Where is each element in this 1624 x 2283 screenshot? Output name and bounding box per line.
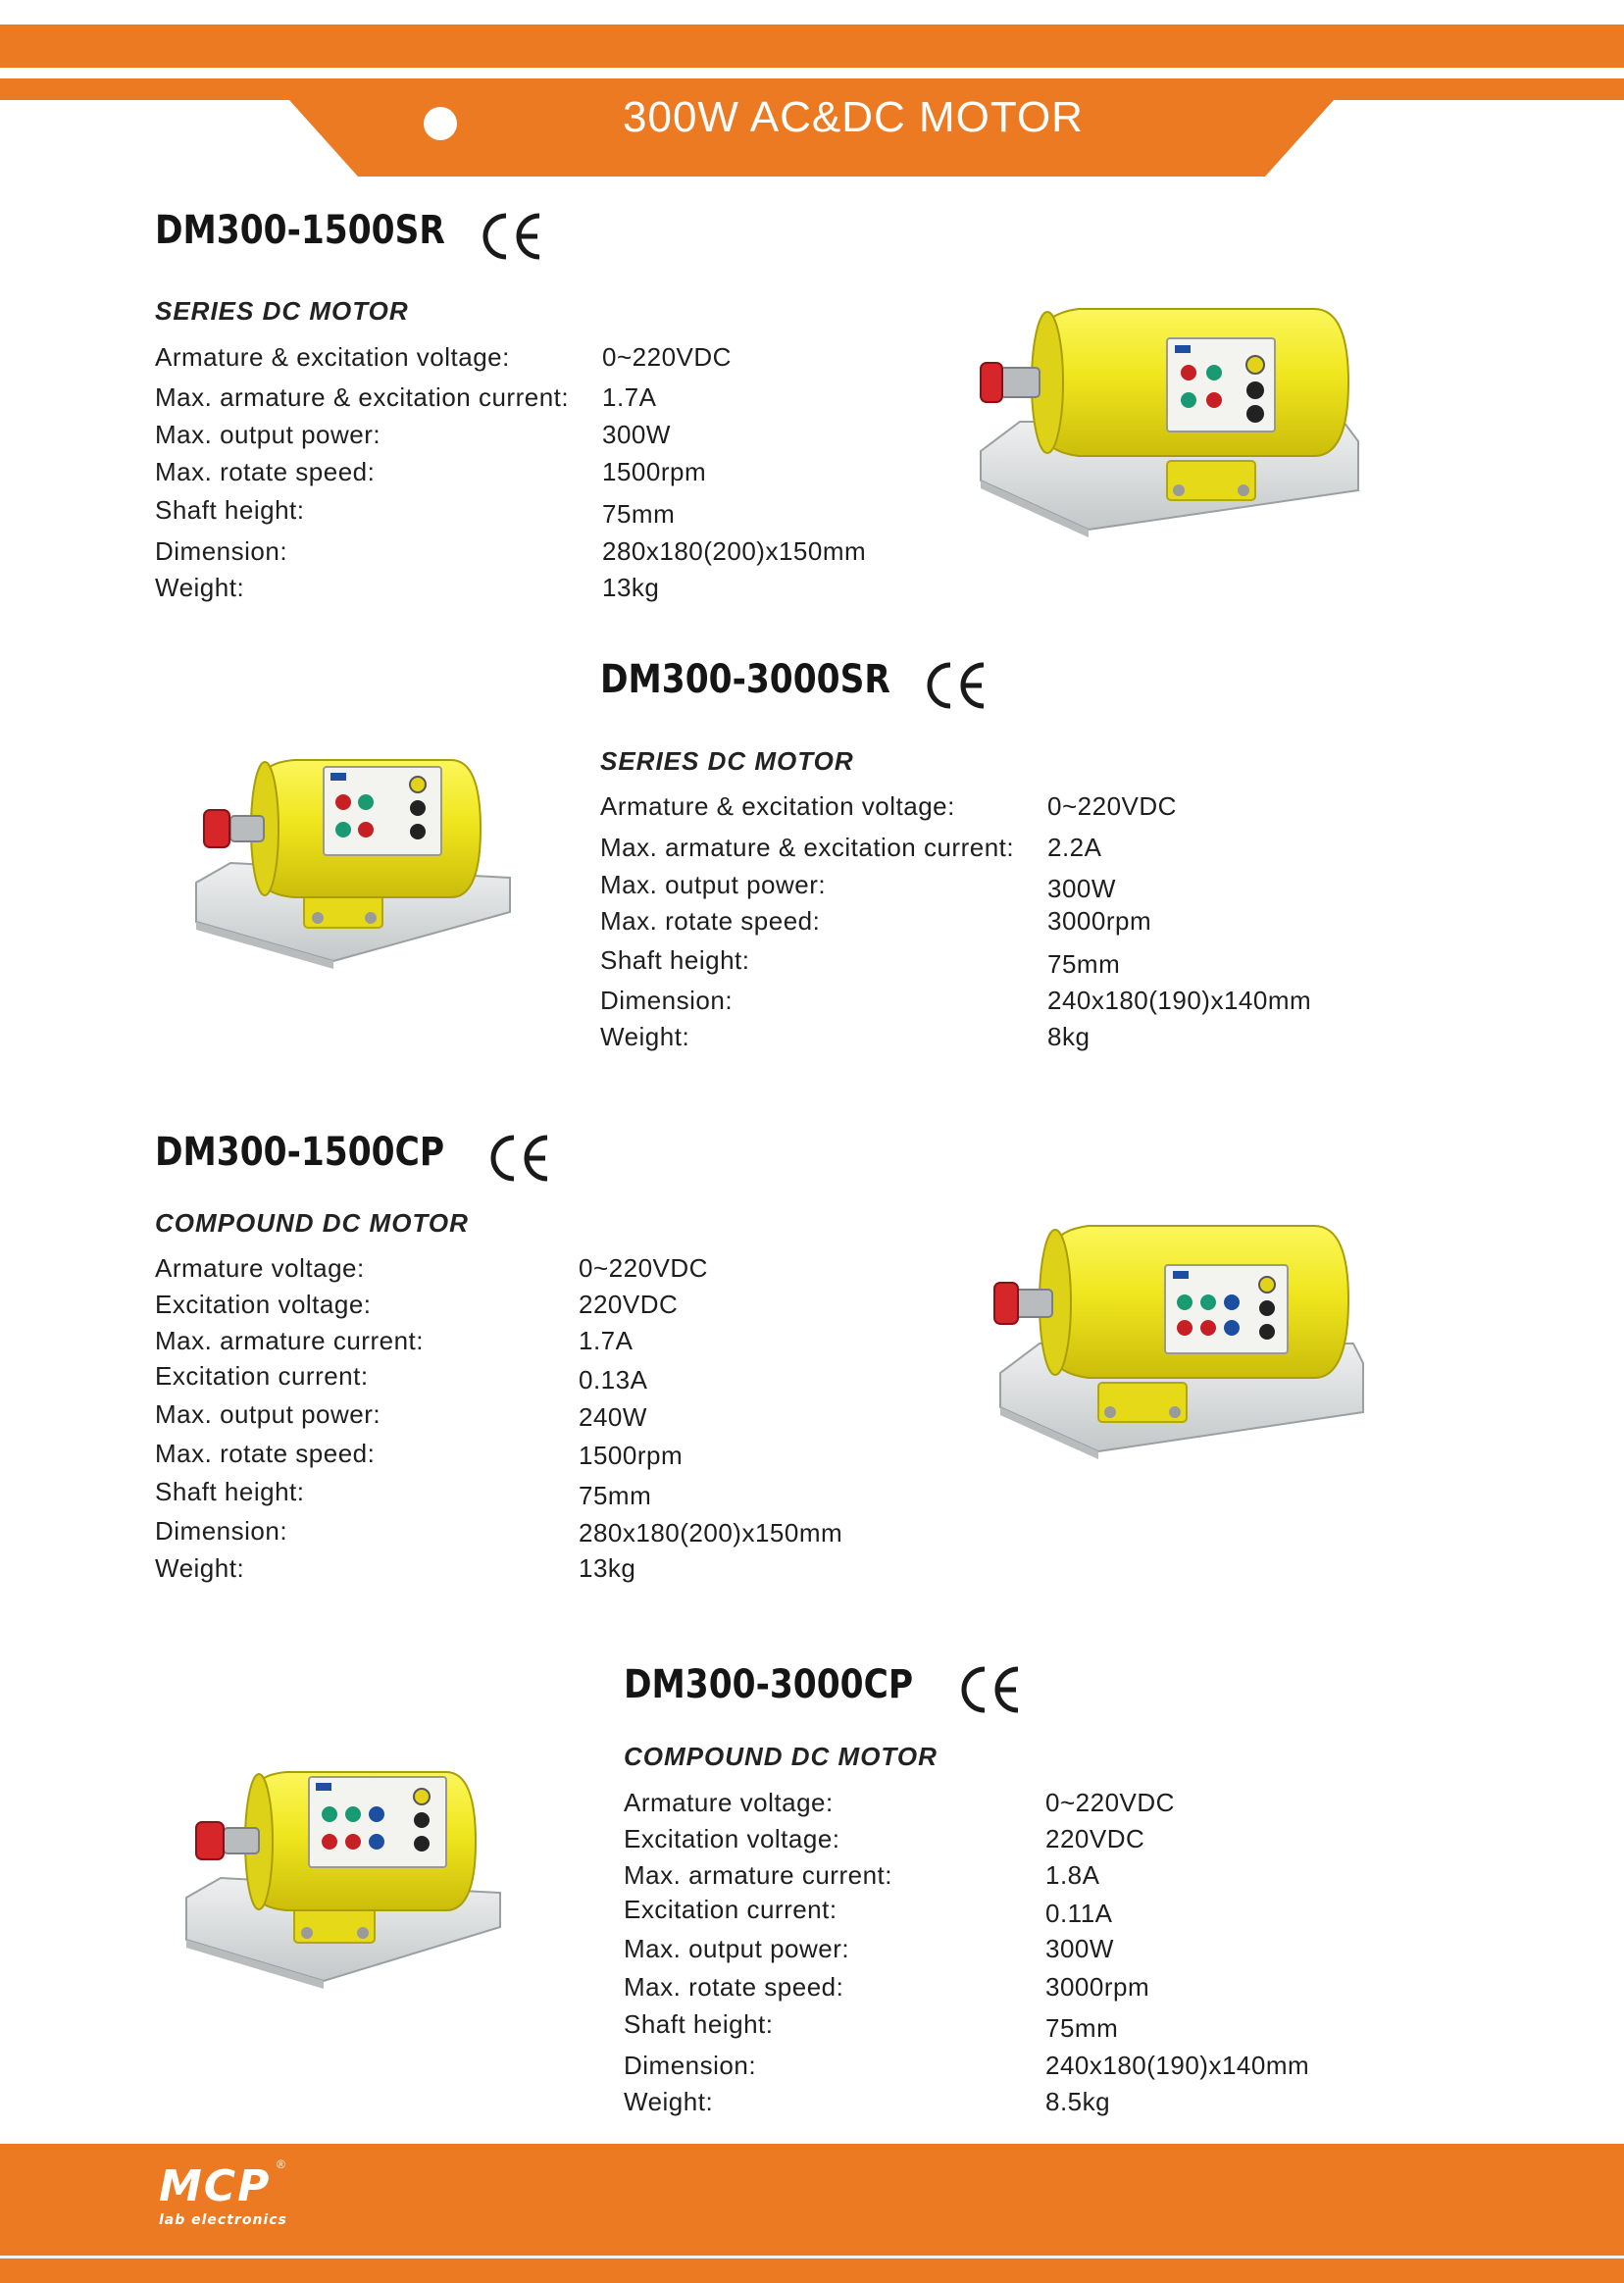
product-3-photo: [981, 1206, 1373, 1461]
product-1-model: DM300-1500SR: [155, 208, 445, 253]
spec-label: Max. armature & excitation current:: [600, 833, 1015, 862]
product-3-model: DM300-1500CP: [155, 1130, 445, 1175]
spec-value: 300W: [602, 420, 671, 449]
spec-label: Max. rotate speed:: [155, 457, 376, 486]
spec-label: Dimension:: [624, 2051, 757, 2080]
spec-label: Weight:: [624, 2087, 714, 2116]
spec-value: 220VDC: [1045, 1824, 1145, 1853]
brand-tagline: lab electronics: [159, 2212, 287, 2228]
spec-value: 240x180(190)x140mm: [1045, 2051, 1310, 2080]
product-4-type: COMPOUND DC MOTOR: [624, 1742, 938, 1771]
spec-label: Max. armature current:: [624, 1860, 892, 1890]
spec-label: Max. output power:: [600, 870, 827, 899]
spec-value: 13kg: [579, 1553, 636, 1583]
spec-label: Weight:: [155, 573, 245, 602]
header-top-bar: [0, 25, 1624, 68]
product-4-photo: [177, 1755, 510, 1991]
spec-label: Shaft height:: [155, 1477, 305, 1506]
spec-value: 3000rpm: [1047, 906, 1152, 936]
spec-value: 75mm: [1045, 2013, 1119, 2043]
spec-label: Max. rotate speed:: [600, 906, 821, 936]
spec-value: 0~220VDC: [1045, 1788, 1175, 1817]
spec-label: Shaft height:: [155, 495, 305, 525]
spec-label: Dimension:: [155, 1516, 288, 1546]
spec-value: 0.13A: [579, 1365, 648, 1395]
product-1-type: SERIES DC MOTOR: [155, 296, 409, 326]
spec-value: 0~220VDC: [602, 342, 732, 372]
footer-divider: [0, 2256, 1624, 2258]
spec-value: 280x180(200)x150mm: [579, 1518, 843, 1547]
product-1-photo: [971, 284, 1373, 539]
spec-value: 3000rpm: [1045, 1972, 1150, 2002]
spec-value: 300W: [1045, 1934, 1114, 1963]
product-4-model: DM300-3000CP: [624, 1662, 914, 1707]
spec-label: Armature voltage:: [155, 1253, 365, 1283]
spec-label: Shaft height:: [624, 2009, 774, 2039]
spec-label: Max. output power:: [155, 420, 381, 449]
spec-label: Max. rotate speed:: [155, 1439, 376, 1468]
spec-label: Max. output power:: [624, 1934, 850, 1963]
spec-value: 1500rpm: [579, 1441, 684, 1470]
spec-label: Max. armature & excitation current:: [155, 382, 570, 412]
spec-label: Shaft height:: [600, 945, 750, 975]
ce-mark-icon: [482, 212, 543, 261]
page-title: 300W AC&DC MOTOR: [623, 93, 1084, 141]
spec-label: Excitation voltage:: [624, 1824, 840, 1853]
ce-mark-icon: [961, 1665, 1022, 1714]
spec-value: 280x180(200)x150mm: [602, 536, 867, 566]
spec-label: Max. rotate speed:: [624, 1972, 844, 2002]
spec-label: Weight:: [600, 1022, 690, 1051]
spec-label: Weight:: [155, 1553, 245, 1583]
spec-value: 1.8A: [1045, 1860, 1100, 1890]
spec-value: 8.5kg: [1045, 2087, 1111, 2116]
spec-value: 0~220VDC: [1047, 791, 1177, 821]
spec-value: 0~220VDC: [579, 1253, 708, 1283]
spec-label: Max. armature current:: [155, 1326, 424, 1355]
spec-label: Max. output power:: [155, 1399, 381, 1429]
ce-mark-icon: [490, 1134, 551, 1183]
spec-value: 75mm: [579, 1481, 652, 1510]
spec-value: 75mm: [602, 499, 676, 529]
registered-mark-icon: ®: [277, 2157, 285, 2171]
spec-value: 300W: [1047, 874, 1116, 903]
spec-label: Excitation current:: [624, 1895, 837, 1924]
spec-value: 1500rpm: [602, 457, 707, 486]
header-bullet-icon: [424, 107, 457, 140]
product-2-type: SERIES DC MOTOR: [600, 746, 854, 776]
product-2-model: DM300-3000SR: [600, 657, 890, 702]
spec-label: Excitation voltage:: [155, 1290, 372, 1319]
spec-value: 2.2A: [1047, 833, 1102, 862]
spec-label: Dimension:: [155, 536, 288, 566]
brand-logo: MCP: [159, 2161, 272, 2211]
spec-value: 13kg: [602, 573, 660, 602]
spec-value: 75mm: [1047, 949, 1121, 979]
spec-label: Armature & excitation voltage:: [155, 342, 510, 372]
spec-value: 240x180(190)x140mm: [1047, 986, 1312, 1015]
spec-label: Armature voltage:: [624, 1788, 834, 1817]
ce-mark-icon: [927, 661, 988, 710]
spec-label: Excitation current:: [155, 1361, 369, 1391]
product-3-type: COMPOUND DC MOTOR: [155, 1208, 469, 1238]
product-2-photo: [186, 745, 520, 971]
spec-label: Armature & excitation voltage:: [600, 791, 955, 821]
spec-label: Dimension:: [600, 986, 734, 1015]
spec-value: 220VDC: [579, 1290, 679, 1319]
spec-value: 0.11A: [1045, 1899, 1113, 1928]
spec-value: 8kg: [1047, 1022, 1091, 1051]
spec-value: 1.7A: [602, 382, 657, 412]
spec-value: 240W: [579, 1402, 647, 1432]
spec-value: 1.7A: [579, 1326, 634, 1355]
